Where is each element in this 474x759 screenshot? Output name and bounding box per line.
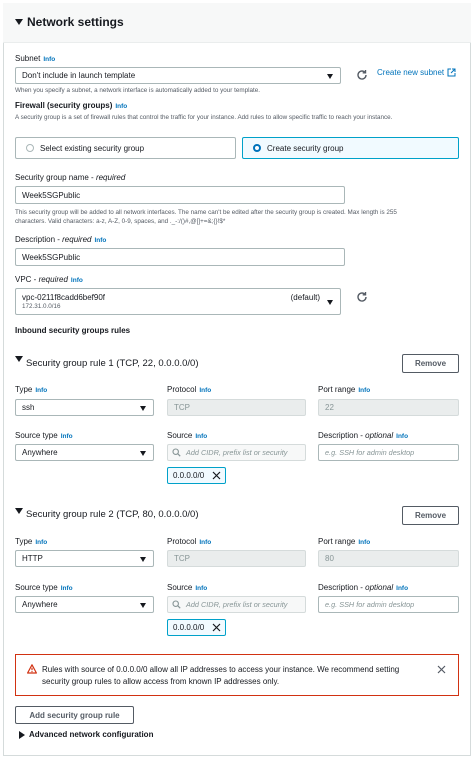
add-security-group-rule-button[interactable]: Add security group rule [15, 706, 134, 724]
desc-placeholder: e.g. SSH for admin desktop [325, 600, 415, 609]
radio-selected-icon [253, 144, 261, 152]
vpc-select[interactable] [15, 288, 341, 315]
sg-name-hint-2: characters. Valid characters: a-z, A-Z, 0-9, spaces, and ._-:/()#,@[]+=&;{}!$* [15, 218, 226, 225]
rule-1-source-type-label-row [15, 431, 73, 440]
vpc-label-row [15, 275, 83, 284]
rule-2-source-input[interactable] [167, 596, 306, 613]
rule-1-port-label-row [318, 385, 370, 394]
create-new-subnet-link[interactable] [377, 68, 456, 77]
rule-2-protocol-input [167, 550, 306, 567]
type-label: Type [15, 385, 33, 394]
rule-1-desc-label-row [318, 431, 408, 440]
chevron-down-icon [327, 300, 333, 305]
type-info-link[interactable]: Info [35, 387, 48, 394]
source-token-value: 0.0.0.0/0 [173, 623, 205, 632]
rule-1-remove-button[interactable]: Remove [402, 354, 459, 373]
subnet-select-value: Don't include in launch template [22, 71, 136, 80]
rule-2-desc-label-row [318, 583, 408, 592]
chevron-down-icon [140, 557, 146, 562]
type-value: ssh [22, 403, 35, 412]
vpc-cidr: 172.31.0.0/16 [22, 303, 61, 310]
protocol-info-link[interactable]: Info [199, 539, 212, 546]
protocol-value: TCP [174, 554, 190, 563]
external-link-icon [447, 68, 456, 77]
rule-1-type-label-row [15, 385, 47, 394]
vpc-id: vpc-0211f8cadd6bef90f [22, 293, 106, 302]
subnet-info-link[interactable]: Info [43, 56, 56, 63]
type-value: HTTP [22, 554, 43, 563]
rule-2-source-type-label-row [15, 583, 73, 592]
rule-1-source-type-select[interactable] [15, 444, 154, 461]
subnet-label-row [15, 54, 55, 63]
rule-1-protocol-input [167, 399, 306, 416]
sg-name-label-row [15, 173, 125, 182]
vpc-label: VPC - [15, 275, 39, 284]
port-label: Port range [318, 537, 356, 546]
port-value: 80 [325, 554, 334, 563]
subnet-select[interactable] [15, 67, 341, 84]
source-type-label: Source type [15, 431, 58, 440]
rule-2-port-input [318, 550, 459, 567]
select-existing-sg-label: Select existing security group [40, 143, 145, 153]
subnet-description: When you specify a subnet, a network interface is automatically added to your template. [15, 87, 261, 94]
search-icon [172, 448, 181, 457]
description-input[interactable] [15, 248, 345, 266]
rule-2-source-token [167, 619, 226, 636]
caret-right-icon[interactable] [19, 731, 25, 739]
source-type-value: Anywhere [22, 600, 58, 609]
rule-1-source-input[interactable] [167, 444, 306, 461]
subnet-label: Subnet [15, 54, 41, 63]
desc-label: Description - [318, 431, 366, 440]
source-type-value: Anywhere [22, 448, 58, 457]
error-icon [27, 664, 37, 674]
source-type-info-link[interactable]: Info [60, 433, 73, 440]
rule-2-port-label-row [318, 537, 370, 546]
rule-2-title: Security group rule 2 (TCP, 80, 0.0.0.0/0) [26, 509, 199, 520]
create-subnet-label: Create new subnet [377, 68, 445, 77]
chevron-down-icon [327, 74, 333, 79]
desc-label: Description - [318, 583, 366, 592]
desc-optional: optional [365, 583, 394, 592]
rule-2-remove-button[interactable]: Remove [402, 506, 459, 525]
source-label: Source [167, 431, 193, 440]
protocol-label: Protocol [167, 537, 197, 546]
port-info-link[interactable]: Info [358, 387, 371, 394]
chevron-down-icon [140, 451, 146, 456]
rule-1-source-token [167, 467, 226, 484]
vpc-info-link[interactable]: Info [70, 277, 83, 284]
type-info-link[interactable]: Info [35, 539, 48, 546]
close-icon[interactable] [212, 471, 221, 480]
create-sg-label: Create security group [267, 143, 344, 153]
warning-alert [15, 654, 459, 696]
rule-1-description-input[interactable] [318, 444, 459, 461]
description-label-row [15, 235, 106, 244]
search-icon [172, 600, 181, 609]
rule-2-source-label-row [167, 583, 207, 592]
rule-1-port-input [318, 399, 459, 416]
chevron-down-icon [140, 406, 146, 411]
port-label: Port range [318, 385, 356, 394]
source-type-label: Source type [15, 583, 58, 592]
source-info-link[interactable]: Info [195, 433, 208, 440]
inbound-rules-title: Inbound security groups rules [15, 326, 131, 335]
rule-1-source-label-row [167, 431, 207, 440]
sg-name-input[interactable] [15, 186, 345, 204]
alert-text-line-1: Rules with source of 0.0.0.0/0 allow all IP addresses to access your instance. We recommend setting [42, 665, 400, 674]
rule-1-title: Security group rule 1 (TCP, 22, 0.0.0.0/0) [26, 358, 199, 369]
vpc-default-tag: (default) [290, 293, 320, 302]
description-info-link[interactable]: Info [94, 237, 107, 244]
chevron-down-icon [140, 603, 146, 608]
rule-2-protocol-label-row [167, 537, 211, 546]
sg-name-label: Security group name - [15, 173, 96, 182]
sg-name-value: Week5SGPublic [22, 190, 81, 200]
section-title: Network settings [27, 15, 124, 29]
source-type-info-link[interactable]: Info [60, 585, 73, 592]
rule-2-type-select[interactable] [15, 550, 154, 567]
source-placeholder: Add CIDR, prefix list or security [186, 600, 288, 609]
advanced-network-config-toggle[interactable]: Advanced network configuration [29, 730, 154, 739]
create-sg-option[interactable] [242, 137, 459, 159]
alert-text [42, 664, 399, 688]
select-existing-sg-option[interactable] [15, 137, 236, 159]
caret-down-icon[interactable] [15, 19, 23, 25]
caret-down-icon[interactable] [15, 508, 23, 514]
description-value: Week5SGPublic [22, 252, 81, 262]
source-placeholder: Add CIDR, prefix list or security [186, 448, 288, 457]
protocol-label: Protocol [167, 385, 197, 394]
firewall-label-row [15, 101, 127, 110]
radio-unselected-icon [26, 144, 34, 152]
source-label: Source [167, 583, 193, 592]
desc-optional: optional [365, 431, 394, 440]
sg-name-required: required [95, 173, 126, 182]
alert-text-line-2: security group rules to allow access from known IP addresses only. [42, 677, 280, 686]
firewall-info-link[interactable]: Info [115, 103, 128, 110]
rule-2-description-input[interactable] [318, 596, 459, 613]
protocol-value: TCP [174, 403, 190, 412]
firewall-label: Firewall (security groups) [15, 101, 113, 110]
refresh-icon[interactable] [356, 69, 368, 81]
description-required: required [62, 235, 92, 244]
protocol-info-link[interactable]: Info [199, 387, 212, 394]
port-value: 22 [325, 403, 334, 412]
source-token-value: 0.0.0.0/0 [173, 471, 205, 480]
port-info-link[interactable]: Info [358, 539, 371, 546]
vpc-required: required [38, 275, 68, 284]
sg-name-hint-1: This security group will be added to all network interfaces. The name can't be edited after the security group is created. Max length is 255 [15, 209, 397, 216]
close-icon[interactable] [212, 623, 221, 632]
refresh-icon[interactable] [356, 291, 368, 303]
desc-info-link[interactable]: Info [396, 433, 409, 440]
caret-down-icon[interactable] [15, 356, 23, 362]
desc-info-link[interactable]: Info [396, 585, 409, 592]
source-info-link[interactable]: Info [195, 585, 208, 592]
close-icon[interactable] [437, 665, 446, 674]
desc-placeholder: e.g. SSH for admin desktop [325, 448, 415, 457]
rule-2-type-label-row [15, 537, 47, 546]
rule-1-protocol-label-row [167, 385, 211, 394]
type-label: Type [15, 537, 33, 546]
rule-2-source-type-select[interactable] [15, 596, 154, 613]
firewall-description: A security group is a set of firewall rules that control the traffic for your instance. Add rules to allow specific traffic to reach your instance. [15, 114, 393, 121]
rule-1-type-select[interactable] [15, 399, 154, 416]
description-label: Description - [15, 235, 63, 244]
